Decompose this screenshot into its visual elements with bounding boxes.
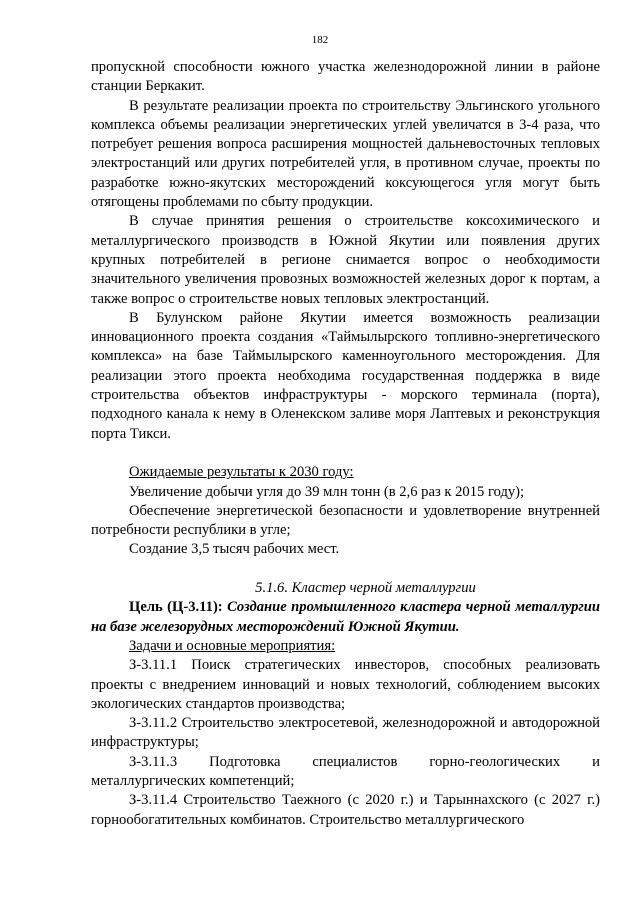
task-item: З-3.11.3 Подготовка специалистов горно-геологических и металлургических компетенций; <box>91 753 600 789</box>
results-heading-text: Ожидаемые результаты к 2030 году: <box>129 464 354 481</box>
paragraph-taimylyr-project: В Булунском районе Якутии имеется возможность реализации инновационного проекта создания «Таймылырского топливно-энергетического комплекса» на базе Таймылырского каменноугольного месторождения. Для реализации этого проекта необходима государственная поддержка в виде строительства объектов инфраструктуры - морского терминала (порта), подходного канала к нему в Оленекском заливе моря Лаптевых и реконструкция порта Тикси. <box>91 309 600 442</box>
tasks-heading <box>91 637 600 656</box>
paragraph-continuation: пропускной способности южного участка железнодорожной линии в районе станции Беркакит. <box>91 59 600 95</box>
result-item: Увеличение добычи угля до 39 млн тонн (в 2,6 раз к 2015 году); <box>129 483 525 500</box>
spacer <box>91 560 600 579</box>
goal-text: Создание промышленного кластера черной металлургии на базе железорудных месторождений Южной Якутии. <box>91 599 600 635</box>
tasks-heading-text: Задачи и основные мероприятия: <box>129 637 336 654</box>
goal-label: Цель (Ц-3.11): <box>129 599 223 616</box>
result-item: Обеспечение энергетической безопасности и удовлетворение внутренней потребности республики в угле; <box>91 502 600 539</box>
task-item: З-3.11.2 Строительство электросетевой, железнодорожной и автодорожной инфраструктуры; <box>91 715 600 751</box>
paragraph-coke-chemical: В случае принятия решения о строительстве коксохимического и металлургического производств в Южной Якутии или появления других крупных потребителей в регионе снимается вопрос о необходимости значительного увеличения провозных возможностей железных дорог к портам, а также вопрос о строительстве новых тепловых электростанций. <box>91 213 600 307</box>
task-item: З-3.11.1 Поиск стратегических инвесторов, способных реализовать проекты с внедрением инноваций и новых технологий, соблюдением высоких экологических стандартов производства; <box>91 657 600 712</box>
task-item: З-3.11.4 Строительство Таежного (с 2020 г.) и Тарыннахского (с 2027 г.) горнообогатительных комбинатов. Строительство металлургического <box>91 792 600 828</box>
result-item: Создание 3,5 тысяч рабочих мест. <box>129 541 340 558</box>
document-body <box>91 58 600 830</box>
results-heading <box>91 463 600 482</box>
spacer <box>91 444 600 463</box>
page-number: 182 <box>311 34 329 46</box>
paragraph-elga-complex: В результате реализации проекта по строительству Эльгинского угольного комплекса объемы реализации энергетических углей увеличатся в 3-4 раза, что потребует решения вопроса расширения мощностей дальневосточных тепловых электростанций или других потребителей угля, в противном случае, проекты по разработке южно-якутских месторождений коксующегося угля могут быть отягощены проблемами по сбыту продукции. <box>91 97 600 211</box>
section-title: 5.1.6. Кластер черной металлургии <box>255 580 476 597</box>
section-goal <box>91 598 600 637</box>
